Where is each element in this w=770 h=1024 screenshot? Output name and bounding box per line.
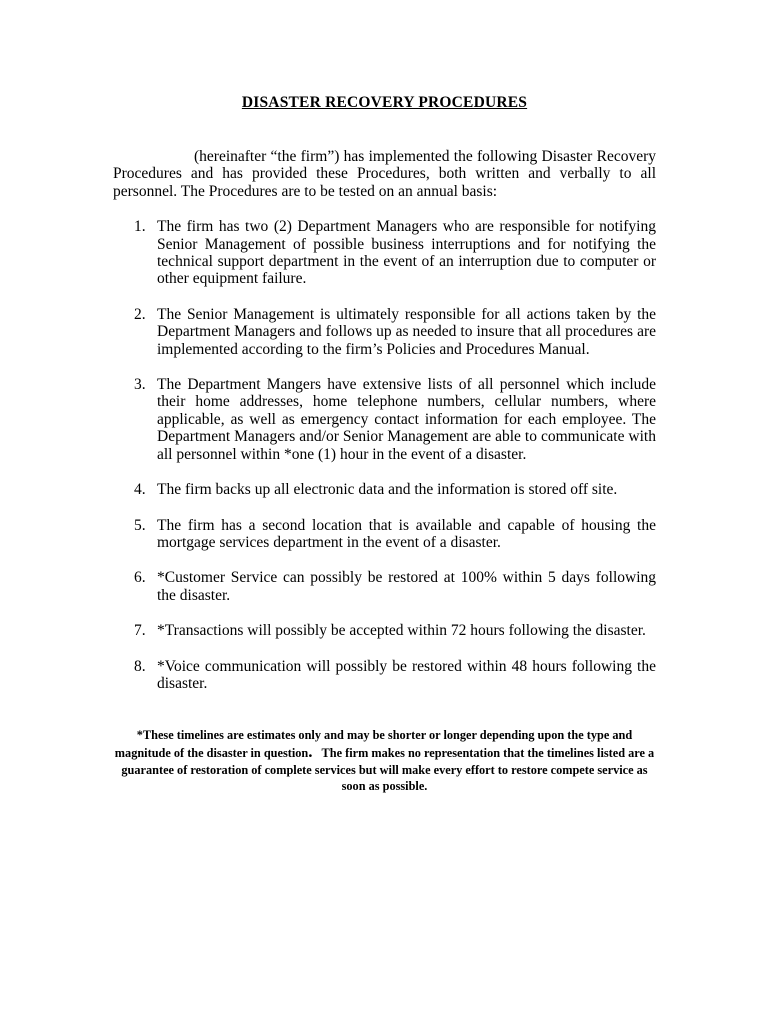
footnote-big-period: .	[308, 741, 313, 761]
list-item	[113, 658, 656, 693]
list-item-text: *Customer Service can possibly be restored at 100% within 5 days following the disaster.	[157, 569, 656, 604]
procedures-list	[113, 218, 656, 692]
list-item-number: 6.	[134, 569, 146, 587]
footnote-text-1: *These timelines are estimates only and may be shorter or longer depending upon the type and magnitude of the disaster in question	[114, 728, 633, 760]
list-item-text: The firm has a second location that is available and capable of housing the mortgage services department in the event of a disaster.	[157, 516, 656, 551]
list-item-text: The Department Mangers have extensive lists of all personnel which include their home addresses, home telephone numbers, cellular numbers, where applicable, as well as emergency contact information for each employee. The Department Managers and/or Senior Management are able to communicate with all personnel within *one (1) hour in the event of a disaster.	[157, 376, 656, 463]
list-item	[113, 218, 656, 288]
document-content	[113, 0, 656, 795]
list-item	[113, 376, 656, 463]
document-title: DISASTER RECOVERY PROCEDURES	[241, 94, 528, 111]
list-item	[113, 481, 656, 498]
list-item-text: The firm has two (2) Department Managers who are responsible for notifying Senior Management of possible business interruptions and for notifying the technical support department in the event of an interruption due to computer or other equipment failure.	[157, 218, 656, 288]
list-item	[113, 569, 656, 604]
list-item	[113, 622, 656, 639]
list-item-number: 3.	[134, 376, 146, 394]
list-item-number: 8.	[134, 657, 146, 675]
list-item-number: 2.	[134, 305, 146, 323]
list-item-number: 4.	[134, 481, 146, 499]
footnote-text-2: The firm makes no representation that the timelines listed are a guarantee of restoration of complete services but will make every effort to restore compete service as soon as possible.	[121, 745, 655, 794]
list-item-text: The firm backs up all electronic data and the information is stored off site.	[157, 481, 618, 499]
list-item-number: 1.	[134, 218, 146, 236]
intro-paragraph: (hereinafter “the firm”) has implemented the following Disaster Recovery Procedures and has provided these Procedures, both written and verbally to all personnel. The Procedures are to be tested on an annual basis:	[113, 148, 656, 200]
list-item	[113, 517, 656, 552]
list-item-text: The Senior Management is ultimately responsible for all actions taken by the Department Managers and follows up as needed to insure that all procedures are implemented according to the firm’s Policies and Procedures Manual.	[157, 305, 656, 358]
footnote	[113, 727, 656, 794]
list-item-number: 5.	[134, 516, 146, 534]
list-item-text: *Transactions will possibly be accepted within 72 hours following the disaster.	[157, 622, 646, 640]
list-item-number: 7.	[134, 622, 146, 640]
list-item-text: *Voice communication will possibly be restored within 48 hours following the disaster.	[157, 657, 656, 692]
list-item	[113, 306, 656, 358]
